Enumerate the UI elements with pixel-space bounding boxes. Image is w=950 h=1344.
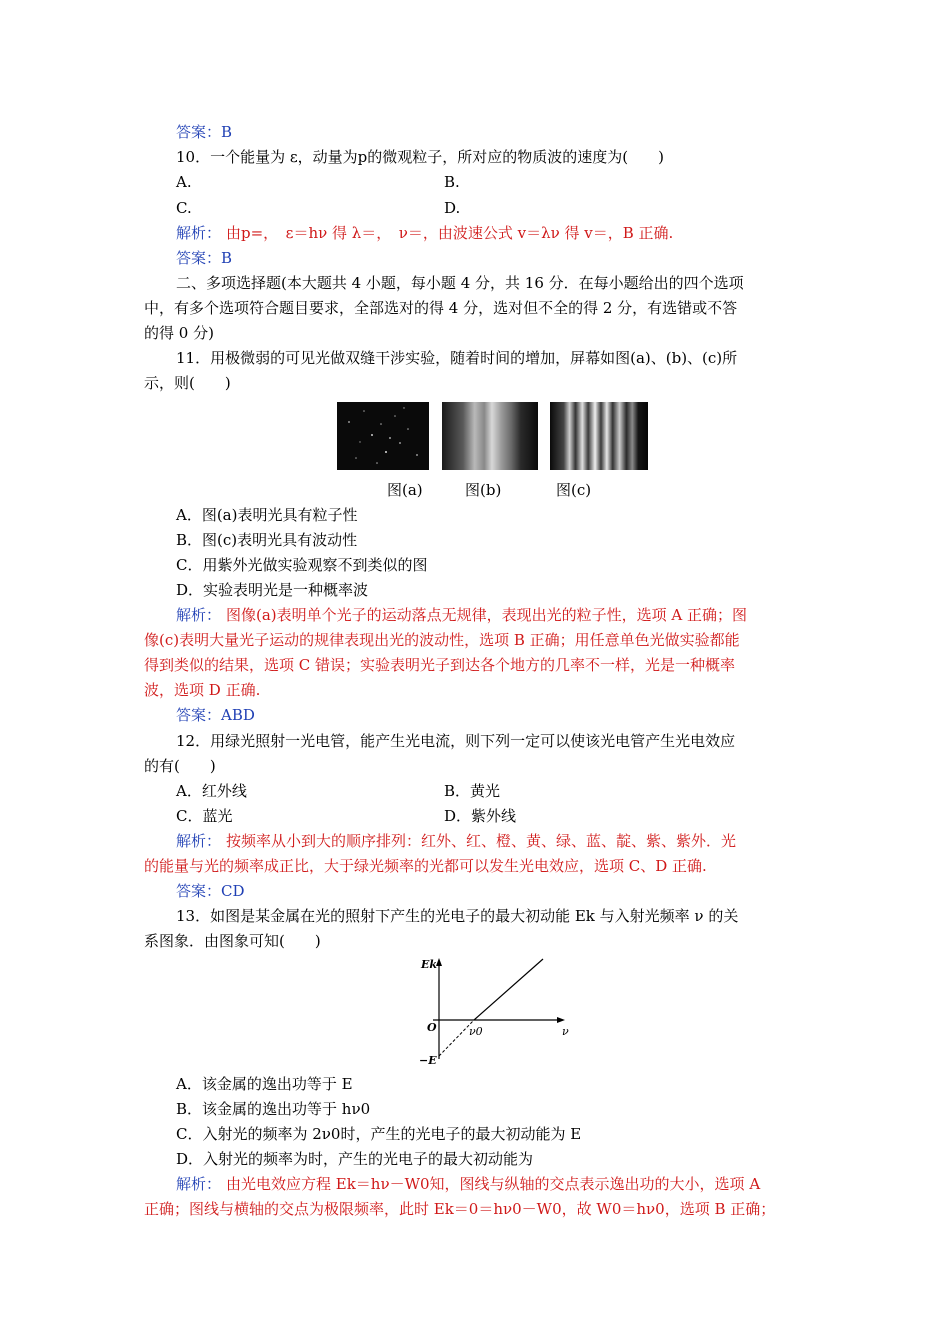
x-intercept-label: ν0 bbox=[469, 1025, 483, 1038]
figure-caption-c: 图(c) bbox=[556, 481, 592, 499]
question-12-line-2: 的有( ) bbox=[144, 757, 216, 775]
option-13c: C．入射光的频率为 2ν0时，产生的光电子的最大初动能为 E bbox=[176, 1125, 582, 1143]
interference-photo-b bbox=[442, 402, 538, 470]
x-axis-label: ν bbox=[562, 1025, 569, 1038]
photoelectric-graph bbox=[410, 955, 575, 1067]
x-axis-arrow bbox=[557, 1017, 565, 1023]
explanation-13-line-2: 正确；图线与横轴的交点为极限频率，此时 Ek＝0＝hν0－W0，故 W0＝hν0，选项 B 正确； bbox=[144, 1200, 776, 1218]
figure-caption-b: 图(b) bbox=[465, 481, 502, 499]
interference-photo-c bbox=[550, 402, 648, 470]
section-2-line-1: 二、多项选择题(本大题共 4 小题，每小题 4 分，共 16 分．在每小题给出的四个选项 bbox=[176, 274, 744, 292]
y-axis-label: Ek bbox=[421, 958, 438, 971]
question-11-line-2: 示，则( ) bbox=[144, 374, 231, 392]
option-11b: B．图(c)表明光具有波动性 bbox=[176, 531, 358, 549]
explanation-11-line-1: 图像(a)表明单个光子的运动落点无规律，表现出光的粒子性，选项 A 正确；图 bbox=[226, 606, 748, 624]
option-13b: B．该金属的逸出功等于 hν0 bbox=[176, 1100, 371, 1118]
option-13d: D．入射光的频率为时，产生的光电子的最大初动能为 bbox=[176, 1150, 534, 1168]
explanation-12-line-1: 按频率从小到大的顺序排列：红外、红、橙、黄、绿、蓝、靛、紫、紫外．光 bbox=[226, 832, 737, 850]
question-11-line-1: 11．用极微弱的可见光做双缝干涉实验，随着时间的增加，屏幕如图(a)、(b)、(c)所 bbox=[176, 349, 738, 367]
origin-label: O bbox=[427, 1021, 437, 1034]
answer-9: 答案：B bbox=[176, 123, 233, 141]
question-10: 10．一个能量为 ε，动量为p的微观粒子，所对应的物质波的速度为( ) bbox=[176, 148, 664, 166]
option-10d: D. bbox=[444, 199, 461, 217]
figure-caption-a: 图(a) bbox=[387, 481, 423, 499]
question-13-line-1: 13．如图是某金属在光的照射下产生的光电子的最大初动能 Ek 与入射光频率 ν 的关 bbox=[176, 907, 739, 925]
explanation-11-line-4: 波，选项 D 正确. bbox=[144, 681, 261, 699]
option-12b: B．黄光 bbox=[444, 782, 501, 800]
option-10b: B. bbox=[444, 173, 460, 191]
explanation-12-line-2: 的能量与光的频率成正比，大于绿光频率的光都可以发生光电效应，选项 C、D 正确. bbox=[144, 857, 707, 875]
explanation-10: 由p=， ε＝hν 得 λ＝， ν＝，由波速公式 v＝λν 得 v＝，B 正确. bbox=[226, 224, 674, 242]
option-13a: A．该金属的逸出功等于 E bbox=[176, 1075, 353, 1093]
option-11d: D．实验表明光是一种概率波 bbox=[176, 581, 369, 599]
option-11c: C．用紫外光做实验观察不到类似的图 bbox=[176, 556, 428, 574]
interference-photo-a bbox=[337, 402, 429, 470]
explanation-11-label: 解析： bbox=[176, 606, 222, 624]
section-2-line-3: 的得 0 分) bbox=[144, 324, 214, 342]
explanation-13-line-1: 由光电效应方程 Ek＝hν－W0知，图线与纵轴的交点表示逸出功的大小，选项 A bbox=[226, 1175, 761, 1193]
explanation-12-label: 解析： bbox=[176, 832, 222, 850]
option-10a: A. bbox=[176, 173, 192, 191]
answer-12: 答案：CD bbox=[176, 882, 245, 900]
question-12-line-1: 12．用绿光照射一光电管，能产生光电流，则下列一定可以使该光电管产生光电效应 bbox=[176, 732, 736, 750]
explanation-11-line-3: 得到类似的结果，选项 C 错误；实验表明光子到达各个地方的几率不一样，光是一种概率 bbox=[144, 656, 736, 674]
section-2-line-2: 中，有多个选项符合题目要求，全部选对的得 4 分，选对但不全的得 2 分，有选错或不答 bbox=[144, 299, 738, 317]
option-12c: C．蓝光 bbox=[176, 807, 233, 825]
answer-10: 答案：B bbox=[176, 249, 233, 267]
ek-line bbox=[474, 959, 543, 1020]
option-12d: D．紫外线 bbox=[444, 807, 517, 825]
y-intercept-label: −E bbox=[419, 1054, 437, 1067]
question-13-line-2: 系图象．由图象可知( ) bbox=[144, 932, 321, 950]
option-12a: A．红外线 bbox=[176, 782, 247, 800]
option-10c: C. bbox=[176, 199, 192, 217]
option-11a: A．图(a)表明光具有粒子性 bbox=[176, 506, 358, 524]
explanation-11-line-2: 像(c)表明大量光子运动的规律表现出光的波动性，选项 B 正确；用任意单色光做实验都能 bbox=[144, 631, 740, 649]
answer-11: 答案：ABD bbox=[176, 706, 255, 724]
explanation-10-label: 解析： bbox=[176, 224, 222, 242]
explanation-13-label: 解析： bbox=[176, 1175, 222, 1193]
